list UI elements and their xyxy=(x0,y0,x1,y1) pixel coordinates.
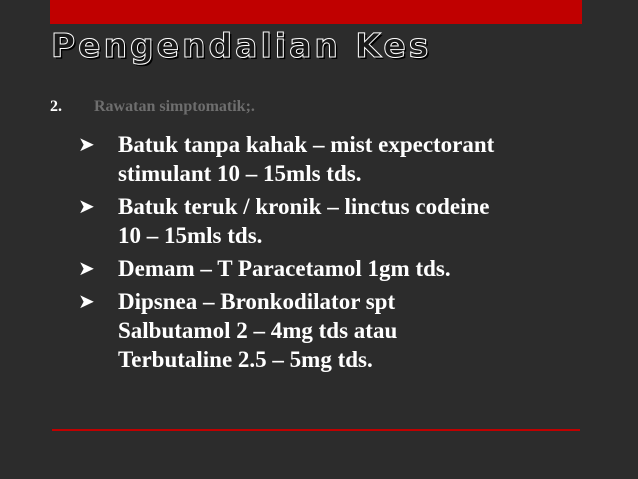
bullet-line: Terbutaline 2.5 – 5mg tds. xyxy=(118,347,373,372)
arrow-bullet-icon: ➤ xyxy=(78,132,95,156)
bottom-accent-line xyxy=(52,429,580,431)
bullet-line: stimulant 10 – 15mls tds. xyxy=(118,161,362,186)
bullet-line: Salbutamol 2 – 4mg tds atau xyxy=(118,318,398,343)
bullet-line: Demam – T Paracetamol 1gm tds. xyxy=(118,256,451,281)
slide-title: Pengendalian Kes xyxy=(51,26,432,65)
bullet-item xyxy=(78,254,598,283)
bullet-text xyxy=(118,287,397,374)
arrow-bullet-icon: ➤ xyxy=(78,194,95,218)
bullet-item xyxy=(78,287,598,374)
bullet-text xyxy=(118,254,451,283)
subheading xyxy=(50,97,255,117)
bullet-list xyxy=(78,130,598,378)
bullet-item xyxy=(78,192,598,250)
top-accent-bar xyxy=(50,0,582,24)
bullet-item xyxy=(78,130,598,188)
bullet-line: Batuk tanpa kahak – mist expectorant xyxy=(118,132,495,157)
arrow-bullet-icon: ➤ xyxy=(78,256,95,280)
arrow-bullet-icon: ➤ xyxy=(78,289,95,313)
bullet-text xyxy=(118,192,489,250)
bullet-line: Batuk teruk / kronik – linctus codeine xyxy=(118,194,490,219)
bullet-line: Dipsnea – Bronkodilator spt xyxy=(118,289,396,314)
bullet-text xyxy=(118,130,494,188)
bullet-line: 10 – 15mls tds. xyxy=(118,223,263,248)
subheading-number: 2. xyxy=(50,98,62,115)
subheading-text: Rawatan simptomatik;. xyxy=(94,98,255,115)
